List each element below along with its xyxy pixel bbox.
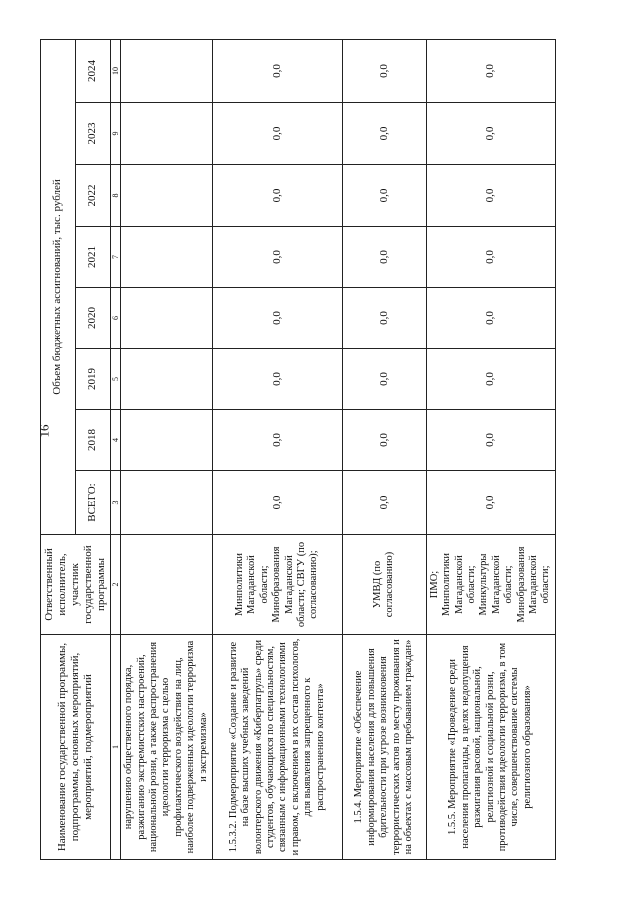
header-year: 2019 — [75, 349, 110, 410]
budget-table — [40, 39, 556, 860]
activity-name: 1.5.4. Мероприятие «Обеспечение информирования населения для повышения бдительности при угрозе возникновения террористических актов по месту проживания и на объектах с массовым пребыванием граждан» — [342, 635, 426, 860]
header-year: 2021 — [75, 227, 110, 288]
value-cell — [121, 410, 213, 471]
value-cell — [121, 471, 213, 535]
value-cell: 0,0 — [426, 165, 555, 227]
value-cell: 0,0 — [426, 103, 555, 165]
value-cell: 0,0 — [212, 288, 342, 349]
value-cell: 0,0 — [212, 227, 342, 288]
value-cell: 0,0 — [342, 410, 426, 471]
value-cell: 0,0 — [342, 288, 426, 349]
value-cell: 0,0 — [342, 39, 426, 102]
value-cell: 0,0 — [342, 165, 426, 227]
value-cell: 0,0 — [212, 349, 342, 410]
header-executor: Ответственный исполнитель, участник государственной программы — [41, 535, 111, 635]
executor-cell: Минполитики Магаданской области; Минобразования Магаданской области; СВГУ (по согласованию); — [212, 535, 342, 635]
value-cell: 0,0 — [342, 471, 426, 535]
header-budget: Объем бюджетных ассигнований, тыс. рублей — [41, 39, 76, 534]
column-index: 2 — [110, 535, 120, 635]
page-number: 16 — [36, 424, 52, 438]
value-cell — [121, 103, 213, 165]
value-cell: 0,0 — [212, 103, 342, 165]
executor-cell: ПМО; Минполитики Магаданской области; Минкультуры Магаданской области; Минобразования Магаданской области; — [426, 535, 555, 635]
column-index: 4 — [110, 410, 120, 471]
value-cell: 0,0 — [212, 410, 342, 471]
header-year: 2020 — [75, 288, 110, 349]
header-name: Наименование государственной программы, подпрограммы, основных мероприятий, мероприятий, подмероприятий — [41, 635, 111, 860]
column-index: 8 — [110, 165, 120, 227]
header-total: ВСЕГО: — [75, 471, 110, 535]
header-row-top — [41, 39, 76, 859]
table-row — [121, 39, 213, 859]
header-year: 2022 — [75, 165, 110, 227]
value-cell: 0,0 — [342, 103, 426, 165]
value-cell: 0,0 — [426, 471, 555, 535]
value-cell: 0,0 — [212, 39, 342, 102]
value-cell — [121, 288, 213, 349]
column-index: 1 — [110, 635, 120, 860]
activity-name: 1.5.3.2. Подмероприятие «Создание и развитие на базе высших учебных заведений волонтерского движения «Киберпатруль» среди студентов, обучающихся по специальностям, связанным с информационными технологиями и правом, с включением в их состав психологов, для выявления запрещенного к распространению контента» — [212, 635, 342, 860]
value-cell: 0,0 — [212, 471, 342, 535]
activity-name: нарушению общественного порядка, разжиганию экстремистских настроений, национальной розни, а также распространения идеологии терроризма с целью профилактического воздействия на лиц, наиболее подверженных идеологии терроризма и экстремизма» — [121, 635, 213, 860]
value-cell: 0,0 — [426, 410, 555, 471]
executor-cell — [121, 535, 213, 635]
column-index: 7 — [110, 227, 120, 288]
column-index: 5 — [110, 349, 120, 410]
column-index-row — [110, 39, 120, 859]
header-year: 2023 — [75, 103, 110, 165]
value-cell — [121, 227, 213, 288]
value-cell: 0,0 — [426, 288, 555, 349]
header-year: 2024 — [75, 39, 110, 102]
budget-table-rotated — [40, 40, 580, 860]
value-cell — [121, 39, 213, 102]
value-cell — [121, 165, 213, 227]
value-cell: 0,0 — [342, 227, 426, 288]
value-cell: 0,0 — [426, 39, 555, 102]
executor-cell: УМВД (по согласованию) — [342, 535, 426, 635]
header-year: 2018 — [75, 410, 110, 471]
value-cell: 0,0 — [426, 227, 555, 288]
column-index: 3 — [110, 471, 120, 535]
table-row — [342, 39, 426, 859]
table-row — [212, 39, 342, 859]
value-cell: 0,0 — [426, 349, 555, 410]
value-cell: 0,0 — [212, 165, 342, 227]
column-index: 10 — [110, 39, 120, 102]
value-cell — [121, 349, 213, 410]
column-index: 6 — [110, 288, 120, 349]
table-row — [426, 39, 555, 859]
activity-name: 1.5.5. Мероприятие «Проведение среди населения пропаганды, в целях недопущения разжигания расовой, национальной, религиозной и социальной розни, противодействия идеологии терроризма, в том числе, совершенствование системы религиозного образования» — [426, 635, 555, 860]
column-index: 9 — [110, 103, 120, 165]
value-cell: 0,0 — [342, 349, 426, 410]
